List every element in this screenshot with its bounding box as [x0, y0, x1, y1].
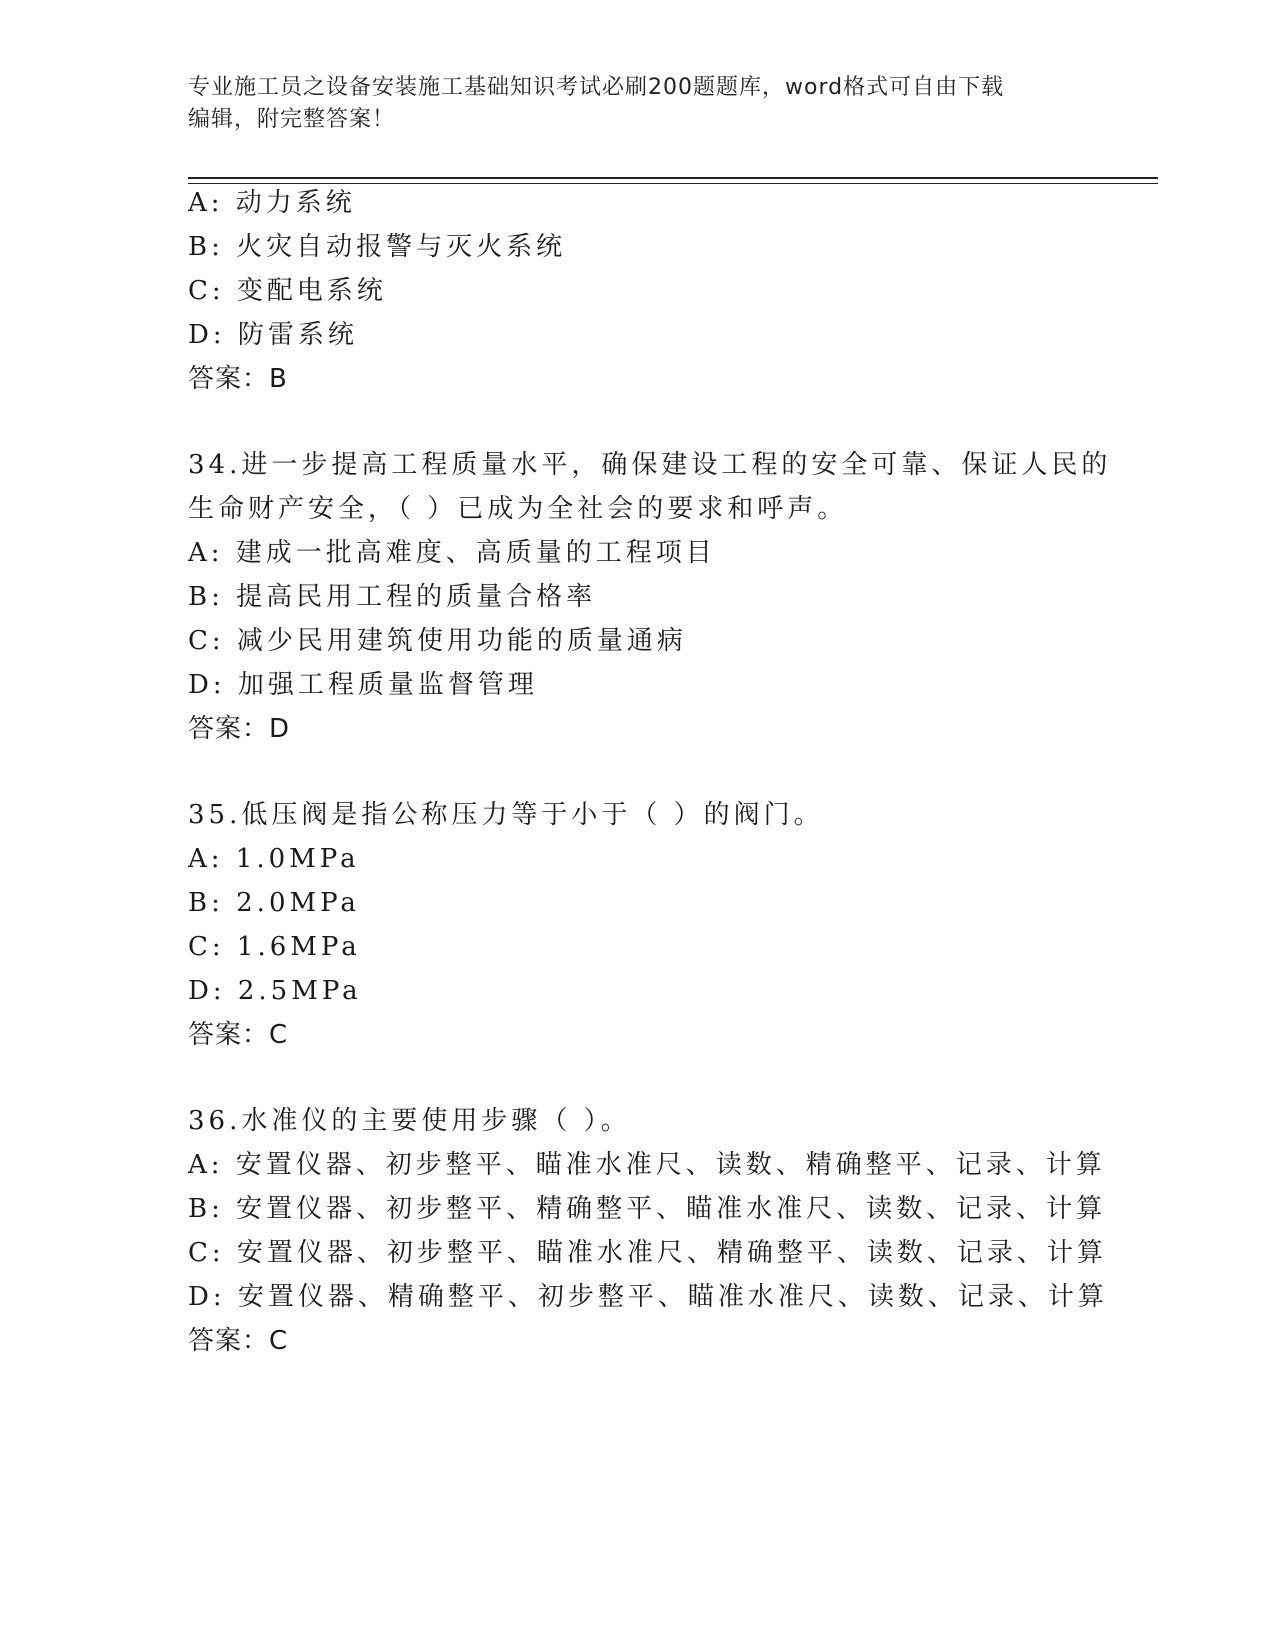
q33-option-b: B: 火灾自动报警与灭火系统 [188, 232, 567, 262]
q34-option-c: C: 减少民用建筑使用功能的质量通病 [188, 626, 687, 656]
q33-option-c: C: 变配电系统 [188, 276, 387, 306]
q34-option-d: D: 加强工程质量监督管理 [188, 670, 538, 700]
q34-question-line-1: 34.进一步提高工程质量水平，确保建设工程的安全可靠、保证人民的 [188, 450, 1112, 480]
q33-answer: 答案：B [188, 364, 288, 394]
q35-option-c: C: 1.6MPa [188, 932, 361, 962]
header-line-2: 编辑，附完整答案！ [188, 107, 396, 132]
q36-question-line-1: 36.水准仪的主要使用步骤（ ）。 [188, 1106, 631, 1136]
q35-question-line-1: 35.低压阀是指公称压力等于小于（ ）的阀门。 [188, 800, 824, 830]
q35-option-a: A: 1.0MPa [188, 844, 360, 874]
q35-option-b: B: 2.0MPa [188, 888, 360, 918]
q36-option-a: A: 安置仪器、初步整平、瞄准水准尺、读数、精确整平、记录、计算 [188, 1150, 1106, 1180]
header-divider-thick [188, 177, 1158, 179]
header-divider-thin [188, 183, 1158, 184]
q34-option-b: B: 提高民用工程的质量合格率 [188, 582, 597, 612]
q34-answer: 答案：D [188, 714, 291, 744]
q34-option-a: A: 建成一批高难度、高质量的工程项目 [188, 538, 716, 568]
q35-answer: 答案：C [188, 1020, 289, 1050]
q36-option-c: C: 安置仪器、初步整平、瞄准水准尺、精确整平、读数、记录、计算 [188, 1238, 1107, 1268]
q36-option-b: B: 安置仪器、初步整平、精确整平、瞄准水准尺、读数、记录、计算 [188, 1194, 1107, 1224]
q34-question-line-2: 生命财产安全，（ ）已成为全社会的要求和呼声。 [188, 494, 848, 524]
q35-option-d: D: 2.5MPa [188, 976, 362, 1006]
q33-option-a: A: 动力系统 [188, 188, 356, 218]
q33-option-d: D: 防雷系统 [188, 320, 358, 350]
q36-option-d: D: 安置仪器、精确整平、初步整平、瞄准水准尺、读数、记录、计算 [188, 1282, 1108, 1312]
header-line-1: 专业施工员之设备安装施工基础知识考试必刷200题题库，word格式可自由下载 [188, 75, 1005, 100]
q36-answer: 答案：C [188, 1326, 289, 1356]
document-header [188, 72, 1068, 136]
